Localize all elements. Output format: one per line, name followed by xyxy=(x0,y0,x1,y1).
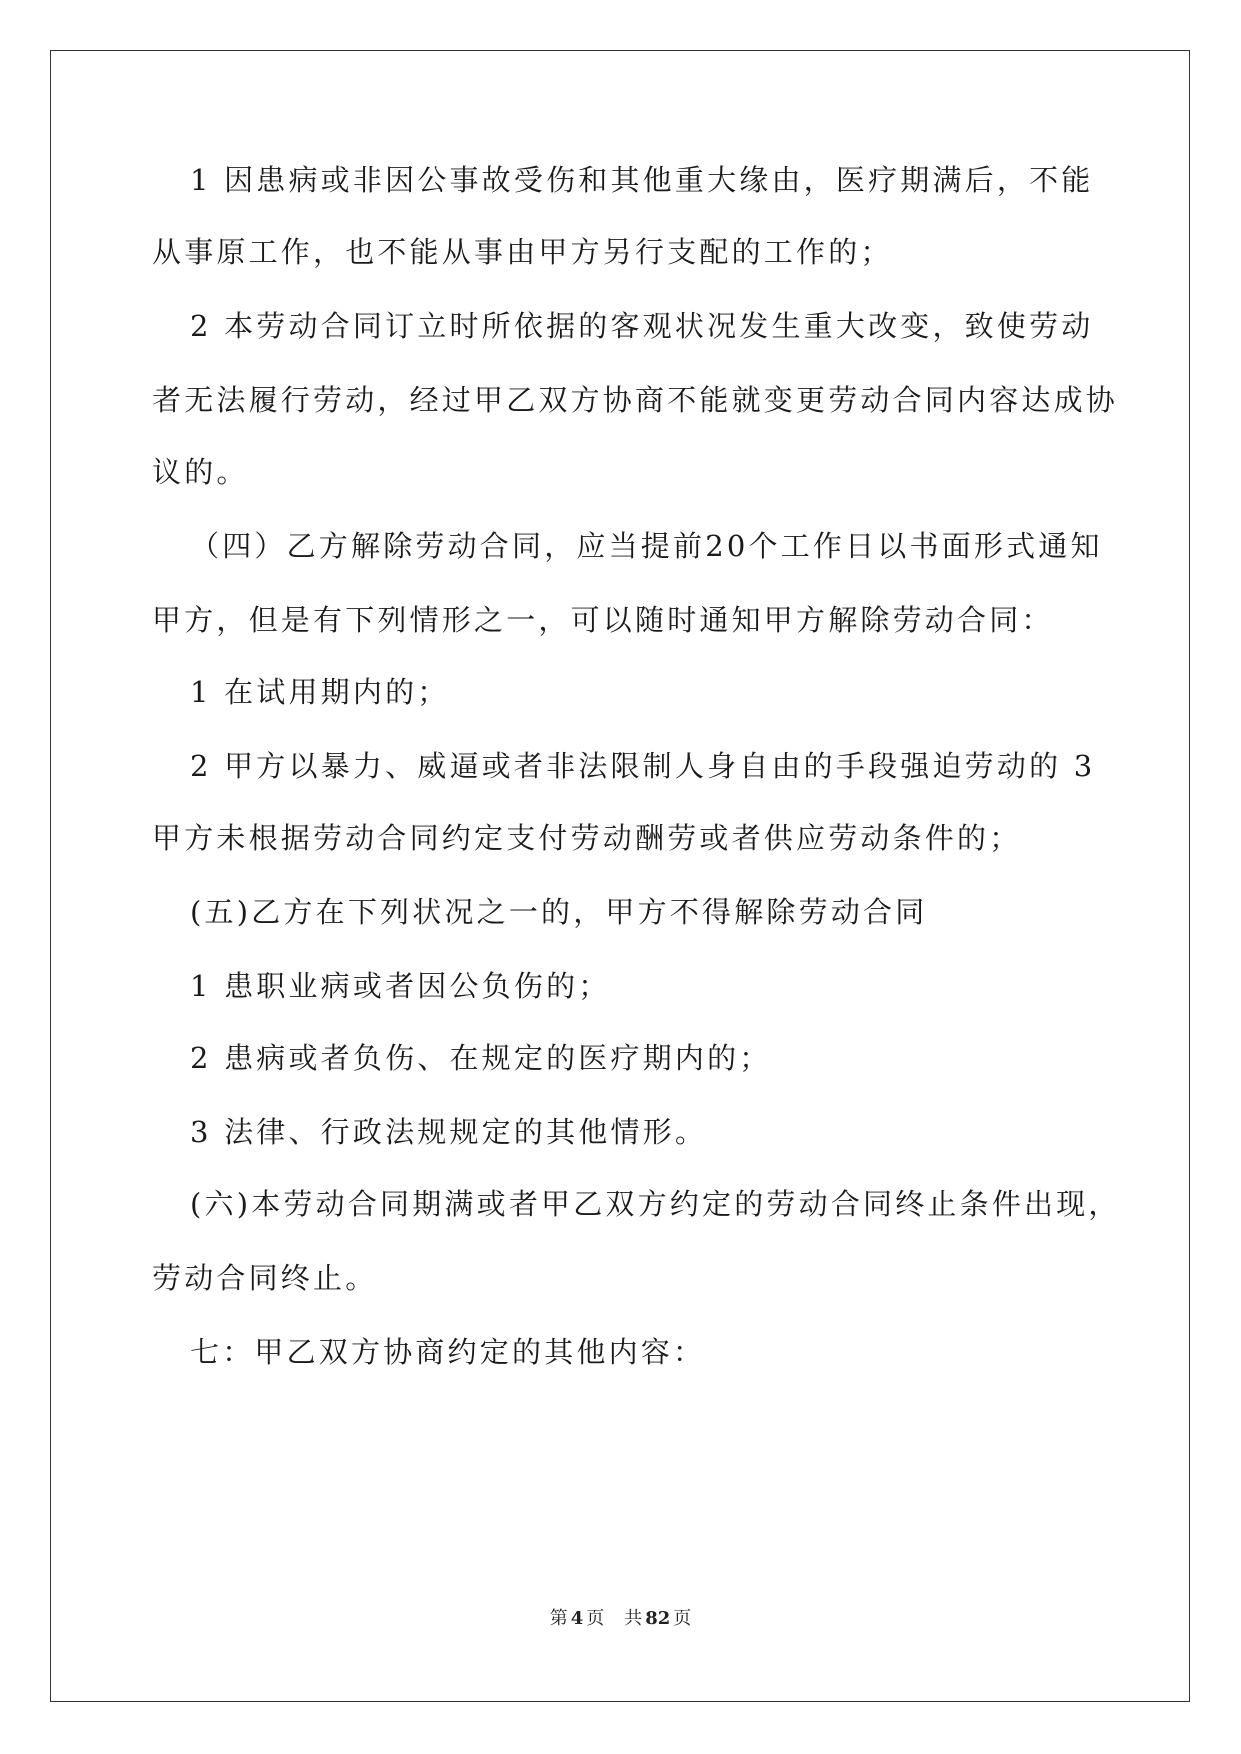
footer-page-prefix: 第 xyxy=(549,1608,568,1629)
paragraph-line: 1 患职业病或者因公负伤的； xyxy=(190,969,611,1003)
page-footer xyxy=(0,1604,1241,1630)
footer-total-prefix: 共 xyxy=(624,1608,643,1629)
paragraph-line: 2 患病或者负伤、在规定的医疗期内的； xyxy=(190,1041,772,1075)
footer-page-number: 4 xyxy=(570,1608,584,1629)
paragraph-line: 七：甲乙双方协商约定的其他内容： xyxy=(190,1335,706,1369)
paragraph-line: 1 在试用期内的； xyxy=(190,675,450,709)
paragraph-line: 2 甲方以暴力、威逼或者非法限制人身自由的手段强迫劳动的 3 xyxy=(190,749,1096,783)
paragraph-line: 劳动合同终止。 xyxy=(152,1261,378,1295)
paragraph-line: 3 法律、行政法规规定的其他情形。 xyxy=(190,1115,708,1149)
footer-total-suffix: 页 xyxy=(673,1608,692,1629)
paragraph-line: (五)乙方在下列状况之一的，甲方不得解除劳动合同 xyxy=(190,895,928,929)
paragraph-line: 者无法履行劳动，经过甲乙双方协商不能就变更劳动合同内容达成协 xyxy=(152,383,1119,417)
paragraph-line: 2 本劳动合同订立时所依据的客观状况发生重大改变，致使劳动 xyxy=(190,309,1094,343)
paragraph-line: 甲方，但是有下列情形之一，可以随时通知甲方解除劳动合同： xyxy=(152,603,1054,637)
paragraph-line: 甲方未根据劳动合同约定支付劳动酬劳或者供应劳动条件的； xyxy=(152,821,1022,855)
paragraph-line: （四）乙方解除劳动合同，应当提前20个工作日以书面形式通知 xyxy=(190,529,1103,563)
footer-page-suffix: 页 xyxy=(586,1608,605,1629)
paragraph-line: 1 因患病或非因公事故受伤和其他重大缘由，医疗期满后，不能 xyxy=(190,163,1094,197)
paragraph-line: 从事原工作，也不能从事由甲方另行支配的工作的； xyxy=(152,235,893,269)
paragraph-line: (六)本劳动合同期满或者甲乙双方约定的劳动合同终止条件出现， xyxy=(190,1187,1121,1221)
paragraph-line: 议的。 xyxy=(152,455,249,489)
page-border xyxy=(50,50,1190,1702)
footer-total-pages: 82 xyxy=(645,1608,671,1629)
